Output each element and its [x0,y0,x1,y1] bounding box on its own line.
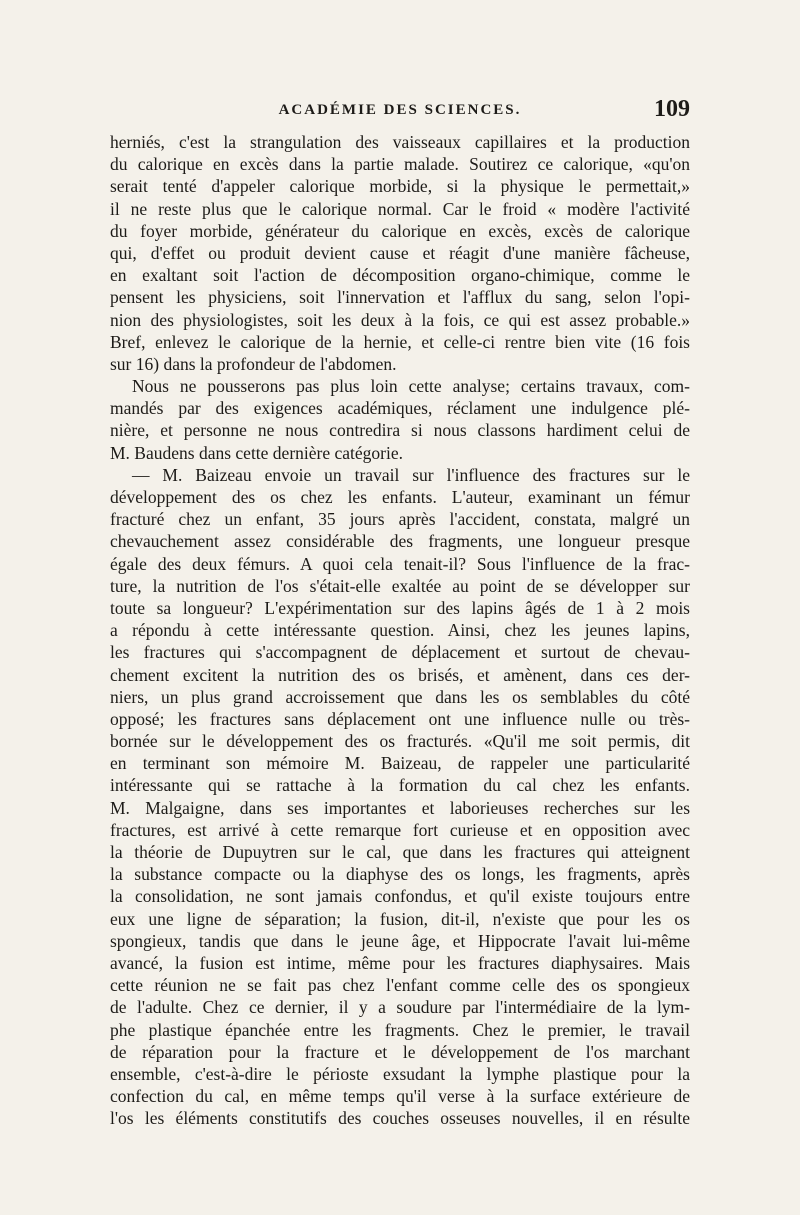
text-line: phe plastique épanchée entre les fragments. Chez le premier, le travail [110,1019,690,1040]
text-line: l'os les éléments constitutifs des couches osseuses nouvelles, il en résulte [110,1108,690,1129]
text-line: nion des physiologistes, soit les deux à la fois, ce qui est assez probable.» [110,309,690,330]
running-head: ACADÉMIE DES SCIENCES. [278,102,522,118]
text-line: en terminant son mémoire M. Baizeau, de rappeler une particularité [110,753,690,774]
text-line: intéressante qui se rattache à la formation du cal chez les enfants. [110,775,690,796]
text-line: Bref, enlevez le calorique de la hernie, et celle-ci rentre bien vite (16 fois [110,331,690,352]
text-line: bornée sur le développement des os fracturés. «Qu'il me soit permis, dit [110,731,690,752]
text-line: les fractures qui s'accompagnent de déplacement et surtout de chevau- [110,642,690,663]
text-line: herniés, c'est la strangulation des vaisseaux capillaires et la production [110,132,690,152]
text-line: fractures, est arrivé à cette remarque fort curieuse et en opposition avec [110,819,690,840]
text-line: nière, et personne ne nous contredira si nous classons hardiment celui de [110,420,690,441]
text-line: confection du cal, en même temps qu'il verse à la surface extérieure de [110,1086,690,1107]
text-line: mandés par des exigences académiques, réclament une indulgence plé- [110,398,690,419]
text-line: spongieux, tandis que dans le jeune âge, et Hippocrate l'avait lui-même [110,930,690,951]
text-line: de réparation pour la fracture et le développement de l'os marchant [110,1041,690,1062]
text-line: du calorique en excès dans la partie malade. Soutirez ce calorique, «qu'on [110,154,690,175]
text-line: ture, la nutrition de l'os s'était-elle exaltée au point de se développer sur [110,575,690,596]
text-line: égale des deux fémurs. A quoi cela tenait-il? Sous l'influence de la frac- [110,553,690,574]
text-line: opposé; les fractures sans déplacement ont une influence nulle ou très- [110,708,690,729]
text-line: la consolidation, ne sont jamais confondus, et qu'il existe toujours entre [110,886,690,907]
text-line: — M. Baizeau envoie un travail sur l'influence des fractures sur le [132,464,690,485]
text-line: Nous ne pousserons pas plus loin cette analyse; certains travaux, com- [132,376,690,397]
page-header [110,96,690,126]
text-line: eux une ligne de séparation; la fusion, dit-il, n'existe que pour les os [110,908,690,929]
text-line: avancé, la fusion est intime, même pour les fractures diaphysaires. Mais [110,952,690,973]
text-line: serait tenté d'appeler calorique morbide, si la physique le permettait,» [110,176,690,197]
text-line: du foyer morbide, générateur du calorique en excès, excès de calorique [110,220,690,241]
text-line: qui, d'effet ou produit devient cause et réagit d'une manière fâcheuse, [110,242,690,263]
text-line: pensent les physiciens, soit l'innervation et l'afflux du sang, selon l'opi- [110,287,690,308]
text-line: en exaltant soit l'action de décomposition organo-chimique, comme le [110,265,690,286]
text-line: chement excitent la nutrition des os brisés, et amènent, dans ces der- [110,664,690,685]
text-line: niers, un plus grand accroissement que dans les os semblables du côté [110,686,690,707]
text-line: M. Baudens dans cette dernière catégorie. [110,442,403,463]
text-line: M. Malgaigne, dans ses importantes et laborieuses recherches sur les [110,797,690,818]
text-line: toute sa longueur? L'expérimentation sur des lapins âgés de 1 à 2 mois [110,597,690,618]
text-line: ensemble, c'est-à-dire le périoste exsudant la lymphe plastique pour la [110,1063,690,1084]
text-line: cette réunion ne se fait pas chez l'enfant comme celle des os spongieux [110,975,690,996]
text-line: il ne reste plus que le calorique normal. Car le froid « modère l'activité [110,198,690,219]
text-line: a répondu à cette intéressante question. Ainsi, chez les jeunes lapins, [110,620,690,641]
text-line: de l'adulte. Chez ce dernier, il y a soudure par l'intermédiaire de la lym- [110,997,690,1018]
body-text [110,131,690,1129]
text-line: sur 16) dans la profondeur de l'abdomen. [110,353,397,374]
text-line: la substance compacte ou la diaphyse des os longs, les fragments, après [110,864,690,885]
text-line: fracturé chez un enfant, 35 jours après l'accident, constata, malgré un [110,509,690,530]
text-line: développement des os chez les enfants. L'auteur, examinant un fémur [110,487,690,507]
text-line: chevauchement assez considérable des fragments, une longueur presque [110,531,690,552]
text-line: la théorie de Dupuytren sur le cal, que dans les fractures qui atteignent [110,842,690,862]
page-number: 109 [654,96,690,122]
